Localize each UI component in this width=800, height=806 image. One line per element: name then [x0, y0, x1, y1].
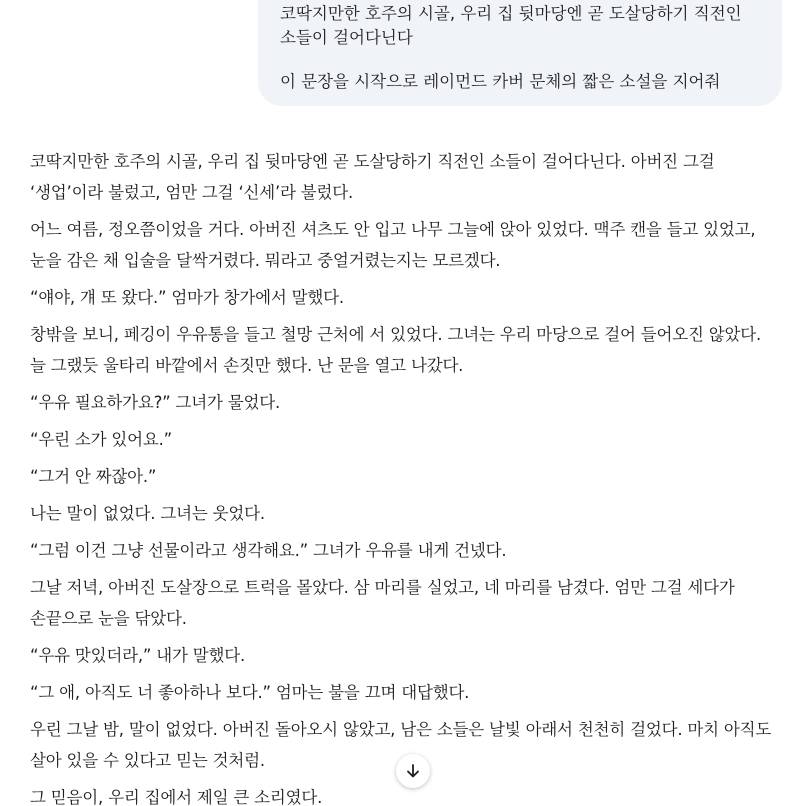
response-paragraph: 그 믿음이, 우리 집에서 제일 큰 소리였다.: [30, 788, 323, 806]
response-paragraph: 창밖을 보니, 페깅이 우유통을 들고 철망 근처에 서 있었다. 그녀는 우리 마당으로 걸어 들어오진 않았다. 늘 그랬듯 울타리 바깥에서 손짓만 했다. 난 문을 열고 나갔다.: [30, 325, 762, 375]
response-paragraph: “우유 맛있더라,” 내가 말했다.: [30, 646, 246, 665]
arrow-down-icon: [405, 763, 421, 779]
user-message-line-1: 코딱지만한 호주의 시골, 우리 집 뒷마당엔 곧 도살당하기 직전인: [280, 4, 742, 23]
assistant-response: [30, 146, 780, 806]
response-paragraph: 우린 그날 밤, 말이 없었다. 아버진 돌아오시 않았고, 남은 소들은 날빛 아래서 천천히 걸었다. 마치 아직도 살아 있을 수 있다고 믿는 것처럼.: [30, 720, 772, 770]
response-paragraph: “그거 안 짜잖아.”: [30, 467, 157, 486]
response-paragraph: “우린 소가 있어요.”: [30, 430, 173, 449]
response-paragraph: “그럼 이건 그냥 선물이라고 생각해요.” 그녀가 우유를 내게 건넸다.: [30, 541, 507, 560]
response-paragraph: 그날 저녁, 아버진 도살장으로 트럭을 몰았다. 삼 마리를 실었고, 네 마리를 남겼다. 엄만 그걸 세다가 손끝으로 눈을 닦았다.: [30, 578, 735, 628]
scroll-to-bottom-button[interactable]: [396, 754, 430, 788]
user-message-bubble: [258, 0, 782, 106]
user-message-line-2: 소들이 걸어다닌다: [280, 28, 413, 47]
response-paragraph: “우유 필요하가요?” 그녀가 물었다.: [30, 393, 281, 412]
response-paragraph: “얘야, 걔 또 왔다.” 엄마가 창가에서 말했다.: [30, 288, 344, 307]
response-paragraph: 코딱지만한 호주의 시골, 우리 집 뒷마당엔 곧 도살당하기 직전인 소들이 걸어다닌다. 아버진 그걸 ‘생업’이라 불렀고, 엄만 그걸 ‘신세’라 불렀다.: [30, 152, 715, 202]
response-paragraph: “그 애, 아직도 너 좋아하나 보다.” 엄마는 불을 끄며 대답했다.: [30, 683, 470, 702]
response-paragraph: 나는 말이 없었다. 그녀는 웃었다.: [30, 504, 265, 523]
user-message-line-3: 이 문장을 시작으로 레이먼드 카버 문체의 짧은 소설을 지어줘: [280, 72, 721, 91]
response-paragraph: 어느 여름, 정오쯤이었을 거다. 아버진 셔츠도 안 입고 나무 그늘에 앉아 있었다. 맥주 캔을 들고 있었고, 눈을 감은 채 입술을 달싹거렸다. 뭐라고 중얼거렸는지는 모르겠다.: [30, 220, 756, 270]
